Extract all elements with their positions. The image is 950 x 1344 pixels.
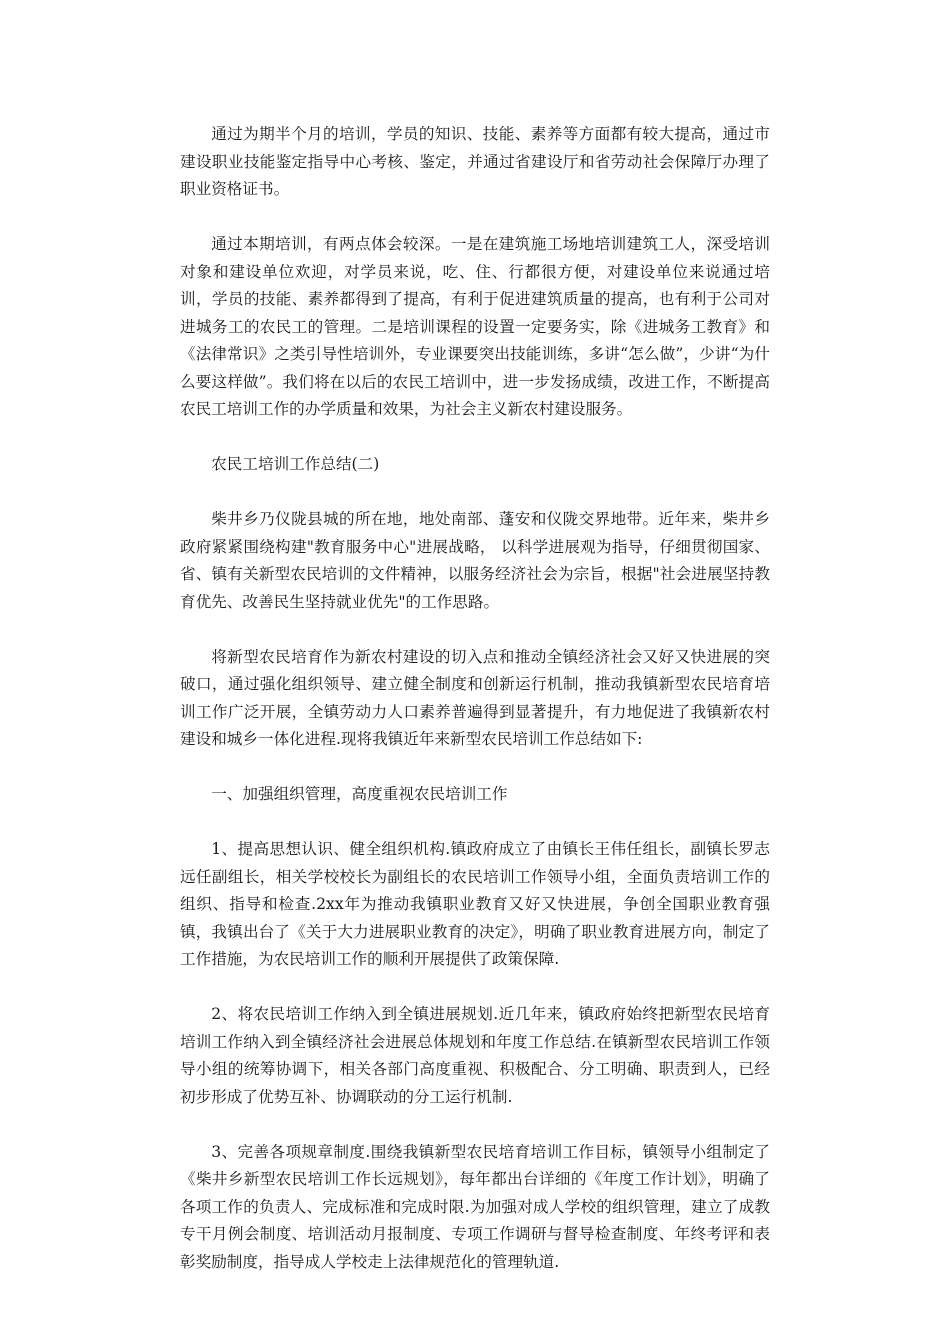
paragraph-item-1: 1、提高思想认识、健全组织机构.镇政府成立了由镇长王伟任组长，副镇长罗志远任副组长，相关学校校长为副组长的农民培训工作领导小组，全面负责培训工作的组织、指导和检查.2xx年为推动我镇职业教育又好又快进展，争创全国职业教育强镇，我镇出台了《关于大力进展职业教育的决定》，明确了职业教育进展方向，制定了工作措施，为农民培训工作的顺利开展提供了政策保障.: [180, 840, 770, 968]
section-heading-organization: 一、加强组织管理，高度重视农民培训工作: [211, 785, 508, 803]
paragraph-overview: 将新型农民培育作为新农村建设的切入点和推动全镇经济社会又好又快进展的突破口，通过强化组织领导、建立健全制度和创新运行机制，推动我镇新型农民培育培训工作广泛开展，全镇劳动力人口素养普遍得到显著提升，有力地促进了我镇新农村建设和城乡一体化进程.现将我镇近年来新型农民培训工作总结如下:: [180, 647, 770, 748]
paragraph-item-2: 2、将农民培训工作纳入到全镇进展规划.近几年来，镇政府始终把新型农民培育培训工作纳入到全镇经济社会进展总体规划和年度工作总结.在镇新型农民培训工作领导小组的统筹协调下，相关各部门高度重视、积极配合、分工明确、职责到人，已经初步形成了优势互补、协调联动的分工运行机制.: [180, 1005, 770, 1106]
paragraph-item-3: 3、完善各项规章制度.围绕我镇新型农民培育培训工作目标，镇领导小组制定了《柴井乡新型农民培训工作长远规划》，每年都出台详细的《年度工作计划》，明确了各项工作的负责人、完成标准和完成时限.为加强对成人学校的组织管理，建立了成教专干月例会制度、培训活动月报制度、专项工作调研与督导检查制度、年终考评和表彰奖励制度，指导成人学校走上法律规范化的管理轨道.: [180, 1142, 770, 1271]
paragraph-training-results: 通过为期半个月的培训，学员的知识、技能、素养等方面都有较大提高，通过市建设职业技能鉴定指导中心考核、鉴定，并通过省建设厅和省劳动社会保障厅办理了职业资格证书。: [180, 125, 770, 198]
section-heading-summary-two: 农民工培训工作总结(二): [211, 455, 380, 473]
paragraph-township-intro: 柴井乡乃仪陇县城的所在地，地处南部、蓬安和仪陇交界地带。近年来，柴井乡政府紧紧围绕构建"教育服务中心"进展战略， 以科学进展观为指导，仔细贯彻国家、省、镇有关新型农民培训的文件精神，以服务经济社会为宗旨，根据"社会进展坚持教育优先、改善民生坚持就业优先"的工作思路。: [180, 510, 770, 611]
paragraph-training-experience: 通过本期培训，有两点体会较深。一是在建筑施工场地培训建筑工人，深受培训对象和建设单位欢迎，对学员来说，吃、住、行都很方便，对建设单位来说通过培训，学员的技能、素养都得到了提高，有利于促进建筑质量的提高，也有利于公司对进城务工的农民工的管理。二是培训课程的设置一定要务实，除《进城务工教育》和《法律常识》之类引导性培训外，专业课要突出技能训练，多讲“怎么做”，少讲“为什么要这样做”。我们将在以后的农民工培训中，进一步发扬成绩，改进工作，不断提高农民工培训工作的办学质量和效果，为社会主义新农村建设服务。: [180, 235, 770, 418]
document-body: [180, 121, 770, 1304]
